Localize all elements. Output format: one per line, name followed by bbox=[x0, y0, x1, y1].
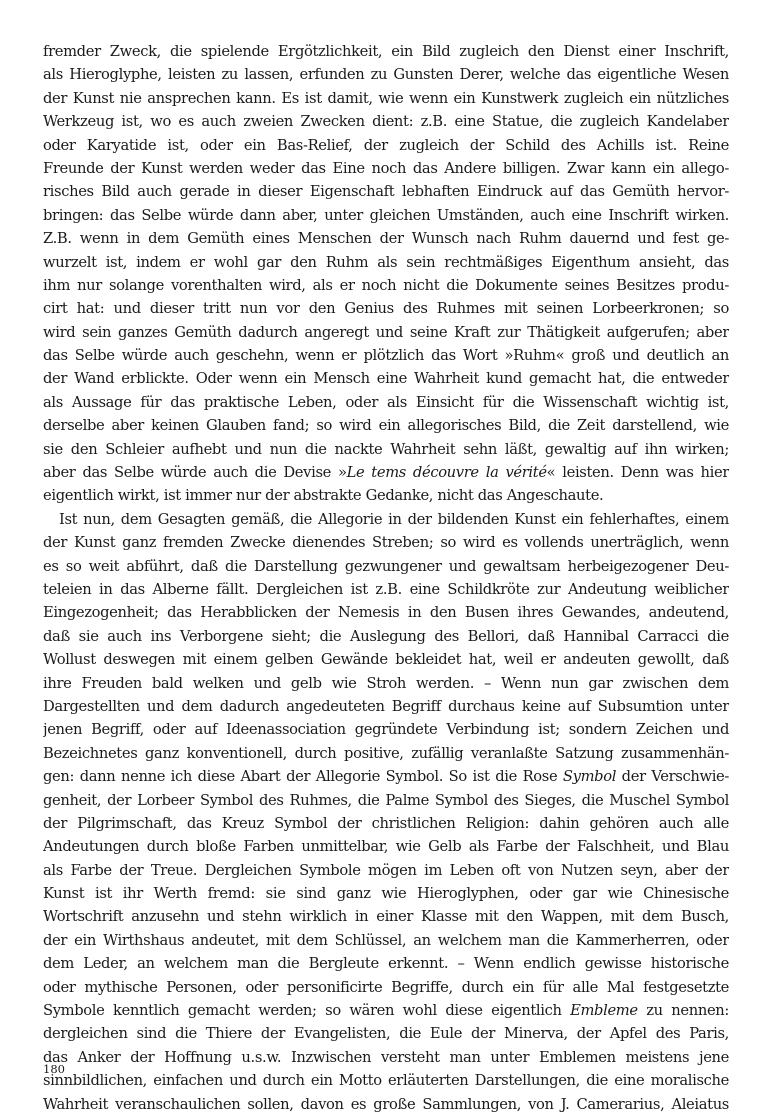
text-line: derselbe aber keinen Glauben fand; so wird ein allegorisches Bild, die Zeit darstellend, wie bbox=[43, 417, 729, 435]
text-segment: zu nennen: bbox=[637, 1002, 729, 1020]
text-line: Kunst ist ihr Werth fremd: sie sind ganz wie Hieroglyphen, oder gar wie Chinesische bbox=[43, 885, 729, 903]
text-line: der Kunst nie ansprechen kann. Es ist damit, wie wenn ein Kunstwerk zugleich ein nützliches bbox=[43, 89, 729, 107]
text-line: oder Karyatide ist, oder ein Bas-Relief, der zugleich der Schild des Achills ist. Reine bbox=[43, 136, 729, 154]
text-line: ihre Freuden bald welken und gelb wie Stroh werden. – Wenn nun gar zwischen dem bbox=[43, 674, 729, 692]
text-line: Werkzeug ist, wo es auch zweien Zwecken dient: z.B. eine Statue, die zugleich Kandelaber bbox=[43, 113, 729, 131]
italic-phrase: Le tems découvre la vérité bbox=[346, 464, 547, 482]
text-line: Wortschrift anzusehn und stehn wirklich in einer Klasse mit den Wappen, mit dem Busch, bbox=[43, 908, 729, 926]
text-line: der Pilgrimschaft, das Kreuz Symbol der christlichen Religion: dahin gehören auch alle bbox=[43, 814, 729, 832]
text-line: bringen: das Selbe würde dann aber, unter gleichen Umständen, auch eine Inschrift wirken. bbox=[43, 206, 729, 224]
text-line: das Anker der Hoffnung u.s.w. Inzwischen versteht man unter Emblemen meistens jene bbox=[43, 1048, 729, 1066]
text-line: Z.B. wenn in dem Gemüth eines Menschen der Wunsch nach Ruhm dauernd und fest ge- bbox=[43, 230, 729, 248]
text-line: dergleichen sind die Thiere der Evangelisten, die Eule der Minerva, der Apfel des Paris, bbox=[43, 1025, 729, 1043]
text-line: cirt hat: und dieser tritt nun vor den Genius des Ruhmes mit seinen Lorbeerkronen; so bbox=[43, 300, 729, 318]
text-line: sinnbildlichen, einfachen und durch ein Motto erläuterten Darstellungen, die eine moralische bbox=[43, 1072, 729, 1090]
page-number: 180 bbox=[43, 1062, 65, 1076]
text-line: sie den Schleier aufhebt und nun die nackte Wahrheit sehn läßt, gewaltig auf ihn wirken; bbox=[43, 440, 729, 458]
text-segment: Symbole kenntlich gemacht werden; so wären wohl diese eigentlich bbox=[43, 1002, 571, 1020]
text-line: als Aussage für das praktische Leben, oder als Einsicht für die Wissenschaft wichtig ist, bbox=[43, 393, 729, 411]
text-line: eigentlich wirkt, ist immer nur der abstrakte Gedanke, nicht das Angeschaute. bbox=[43, 487, 604, 505]
text-line: der Wand erblickte. Oder wenn ein Mensch eine Wahrheit kund gemacht hat, die entweder bbox=[43, 370, 729, 388]
text-segment: « leisten. Denn was hier bbox=[546, 464, 729, 482]
italic-phrase: Symbol bbox=[562, 768, 617, 786]
text-line: Wahrheit veranschaulichen sollen, davon es große Sammlungen, von J. Camerarius, Aleiatus bbox=[43, 1095, 729, 1113]
text-line: wird sein ganzes Gemüth dadurch angeregt und seine Kraft zur Thätigkeit aufgerufen; aber bbox=[43, 323, 729, 341]
text-line bbox=[43, 999, 729, 1022]
text-line: fremder Zweck, die spielende Ergötzlichkeit, ein Bild zugleich den Dienst einer Inschrift, bbox=[43, 43, 729, 60]
text-line: Andeutungen durch bloße Farben unmittelbar, wie Gelb als Farbe der Falschheit, und Blau bbox=[43, 838, 729, 856]
text-line: Bezeichnetes ganz konventionell, durch positive, zufällig veranlaßte Satzung zusammenhän- bbox=[43, 744, 729, 762]
text-line: dem Leder, an welchem man die Bergleute erkennt. – Wenn endlich gewisse historische bbox=[43, 955, 729, 973]
text-segment: aber das Selbe würde auch die Devise » bbox=[43, 464, 347, 482]
text-line: Wollust deswegen mit einem gelben Gewände bekleidet hat, weil er andeuten gewollt, daß bbox=[43, 651, 729, 669]
text-line: oder mythische Personen, oder personificirte Begriffe, durch ein für alle Mal festgesetzte bbox=[43, 978, 729, 996]
text-line: Eingezogenheit; das Herabblicken der Nemesis in den Busen ihres Gewandes, andeutend, bbox=[43, 604, 729, 622]
text-line: risches Bild auch gerade in dieser Eigenschaft lebhaften Eindruck auf das Gemüth hervor- bbox=[43, 183, 729, 201]
text-line: der Kunst ganz fremden Zwecke dienendes Streben; so wird es vollends unerträglich, wenn bbox=[43, 534, 729, 552]
text-line bbox=[43, 461, 729, 484]
text-line: daß sie auch ins Verborgene sieht; die Auslegung des Bellori, daß Hannibal Carracci die bbox=[43, 627, 729, 645]
text-line: wurzelt ist, indem er wohl gar den Ruhm als sein rechtmäßiges Eigenthum ansieht, das bbox=[43, 253, 729, 271]
text-line: der ein Wirthshaus andeutet, mit dem Schlüssel, an welchem man die Kammerherren, oder bbox=[43, 931, 729, 949]
text-segment: gen: dann nenne ich diese Abart der Allegorie Symbol. So ist die Rose bbox=[43, 768, 563, 786]
paragraph-2 bbox=[43, 508, 729, 1116]
text-line: Freunde der Kunst werden weder das Eine noch das Andere billigen. Zwar kann ein allego- bbox=[43, 159, 729, 177]
text-line: es so weit abführt, daß die Darstellung gezwungener und gewaltsam herbeigezogener Deu- bbox=[43, 557, 729, 575]
page-body bbox=[43, 40, 729, 1116]
text-line: ihm nur solange vorenthalten wird, als er noch nicht die Dokumente seines Besitzes produ- bbox=[43, 276, 729, 294]
text-line: als Farbe der Treue. Dergleichen Symbole mögen im Leben oft von Nutzen seyn, aber der bbox=[43, 861, 729, 879]
text-segment: der Verschwie- bbox=[616, 768, 729, 786]
text-line: Ist nun, dem Gesagten gemäß, die Allegorie in der bildenden Kunst ein fehlerhaftes, einem bbox=[59, 510, 729, 528]
text-line: als Hieroglyphe, leisten zu lassen, erfunden zu Gunsten Derer, welche das eigentliche Wesen bbox=[43, 66, 729, 84]
italic-phrase: Embleme bbox=[570, 1002, 638, 1020]
text-line: jenen Begriff, oder auf Ideenassociation gegründete Verbindung ist; sondern Zeichen und bbox=[43, 721, 729, 739]
text-line bbox=[43, 765, 729, 788]
text-line: teleien in das Alberne fällt. Dergleichen ist z.B. eine Schildkröte zur Andeutung weiblicher bbox=[43, 580, 729, 598]
text-line: genheit, der Lorbeer Symbol des Ruhmes, die Palme Symbol des Sieges, die Muschel Symbol bbox=[43, 791, 729, 809]
text-line: Dargestellten und dem dadurch angedeuteten Begriff durchaus keine auf Subsumtion unter bbox=[43, 697, 729, 715]
text-line: das Selbe würde auch geschehn, wenn er plötzlich das Wort »Ruhm« groß und deutlich an bbox=[43, 347, 729, 365]
paragraph-1 bbox=[43, 40, 729, 508]
